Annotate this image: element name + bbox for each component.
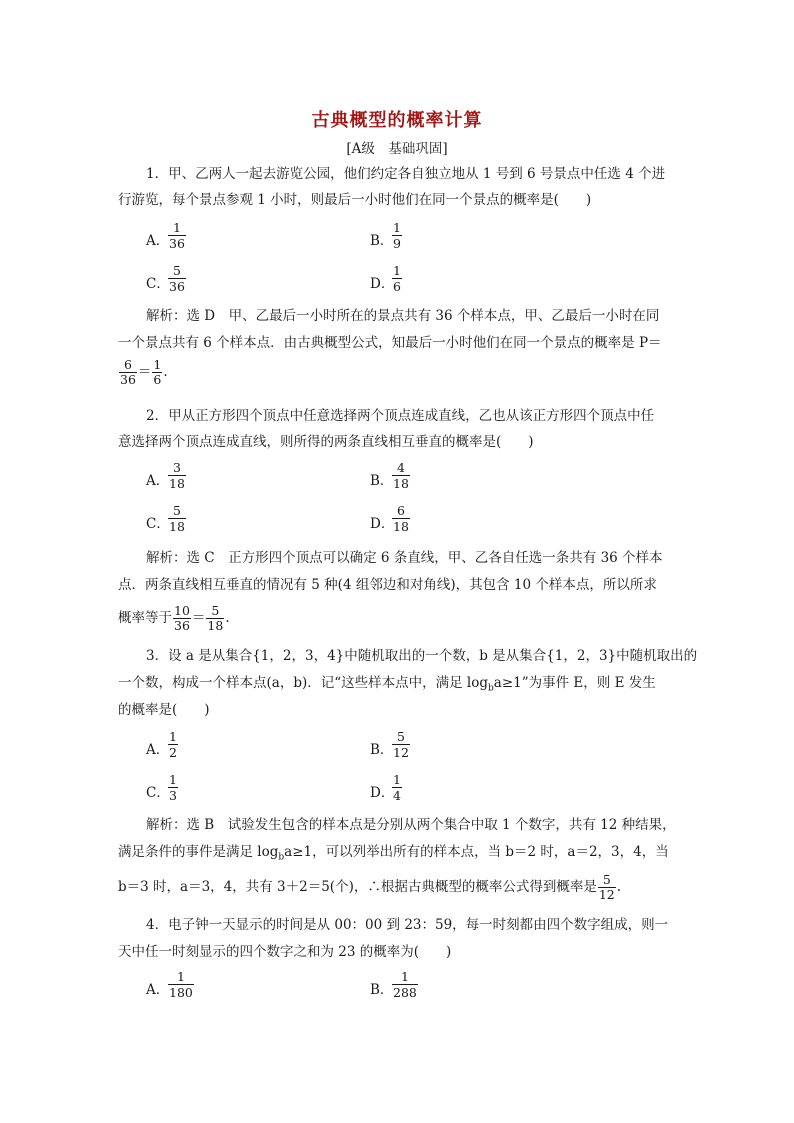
- option-fraction: $\frac{6}{18}$: [393, 503, 409, 534]
- fraction: $\frac{6}{36}$: [120, 357, 136, 387]
- q1-stem-line2: 行游览，每个景点参观 1 小时，则最后一小时他们在同一个景点的概率是( ): [118, 192, 592, 208]
- option-fraction: $\frac{1}{36}$: [169, 220, 185, 251]
- option-label: A．: [146, 742, 170, 758]
- fraction: $\frac{10}{36}$: [174, 603, 190, 633]
- option-fraction: $\frac{5}{18}$: [169, 503, 185, 534]
- q2-solution-line1: 解析：选 C 正方形四个顶点可以确定 6 条直线，甲、乙各自任选一条共有 36 个样本: [146, 550, 663, 566]
- fraction: $\frac{5}{18}$: [207, 603, 224, 633]
- q1-solution-line1: 解析：选 D 甲、乙最后一小时所在的景点共有 36 个样本点，甲、乙最后一小时在同: [146, 308, 660, 324]
- option-fraction: $\frac{1}{3}$: [169, 772, 177, 803]
- q1-solution-line2: 一个景点共有 6 个样本点．由古典概型公式，知最后一小时他们在同一个景点的概率是 P＝: [118, 335, 662, 351]
- option-fraction: $\frac{4}{18}$: [393, 460, 409, 491]
- option-label: C．: [146, 276, 170, 292]
- q3-stem-line1: 3．设 a 是从集合{1，2，3，4}中随机取出的一个数，b 是从集合{1，2，3}中随机取出的: [146, 648, 698, 664]
- q3-solution-line2: 满足条件的事件是满足 $\log_ba\ge 1$，可以列举出所有的样本点，当 b＝2 时，a＝2，3，4，当: [118, 844, 669, 863]
- option-fraction: $\frac{1}{6}$: [393, 263, 401, 294]
- q3-stem-line2: 一个数，构成一个样本点(a，b)．记“这些样本点中，满足 $\log_ba\ge 1$”为事件 E，则 E 发生: [118, 675, 656, 694]
- option-label: D．: [370, 785, 395, 801]
- option-label: C．: [146, 516, 170, 532]
- q1-stem-line1: 1．甲、乙两人一起去游览公园，他们约定各自独立地从 1 号到 6 号景点中任选 4 个进: [146, 166, 666, 182]
- option-label: A．: [146, 233, 170, 249]
- option-fraction: $\frac{1}{2}$: [169, 729, 177, 760]
- fraction: $\frac{5}{12}$: [598, 872, 615, 902]
- option-fraction: $\frac{1}{288}$: [393, 969, 417, 1000]
- fraction: $\frac{1}{6}$: [153, 357, 162, 387]
- option-label: C．: [146, 785, 170, 801]
- q2-stem-line2: 意选择两个顶点连成直线，则所得的两条直线相互垂直的概率是( ): [118, 434, 534, 450]
- q4-stem-line1: 4．电子钟一天显示的时间是从 00：00 到 23：59，每一时刻都由四个数字组成，则一: [146, 917, 669, 933]
- q3-stem-line3: 的概率是( ): [118, 702, 210, 718]
- q3-solution-line1: 解析：选 B 试验发生包含的样本点是分别从两个集合中取 1 个数字，共有 12 种结果，: [146, 817, 676, 833]
- option-fraction: $\frac{1}{9}$: [393, 220, 401, 251]
- page-title: 古典概型的概率计算: [311, 110, 483, 131]
- option-label: D．: [370, 516, 395, 532]
- q3-solution-line3: b＝3 时，a＝3，4，共有 3＋2＝5(个)，∴根据古典概型的概率公式得到概率是 $\frac{5}{12}$ .: [118, 872, 622, 902]
- option-label: D．: [370, 276, 395, 292]
- option-label: B．: [370, 473, 394, 489]
- option-label: B．: [370, 742, 394, 758]
- option-label: B．: [370, 233, 394, 249]
- section-level: [A级 基础巩固]: [346, 141, 448, 157]
- option-label: A．: [146, 982, 170, 998]
- option-fraction: $\frac{5}{36}$: [169, 263, 185, 294]
- option-fraction: $\frac{1}{180}$: [169, 969, 193, 1000]
- option-label: A．: [146, 473, 170, 489]
- option-fraction: $\frac{5}{12}$: [393, 729, 409, 760]
- q2-stem-line1: 2．甲从正方形四个顶点中任意选择两个顶点连成直线，乙也从该正方形四个顶点中任: [146, 408, 655, 424]
- q2-solution-line2: 点．两条直线相互垂直的情况有 5 种(4 组邻边和对角线)，其包含 10 个样本点，所以所求: [118, 577, 657, 593]
- q2-solution-line3: 概率等于 $\frac{10}{36}$ ＝ $\frac{5}{18}$ .: [118, 603, 230, 633]
- option-fraction: $\frac{1}{4}$: [393, 772, 401, 803]
- q1-solution-line3: $\frac{6}{36}$ ＝ $\frac{1}{6}$ .: [120, 357, 168, 387]
- option-label: B．: [370, 982, 394, 998]
- q4-stem-line2: 天中任一时刻显示的四个数字之和为 23 的概率为( ): [118, 944, 452, 960]
- option-fraction: $\frac{3}{18}$: [169, 460, 185, 491]
